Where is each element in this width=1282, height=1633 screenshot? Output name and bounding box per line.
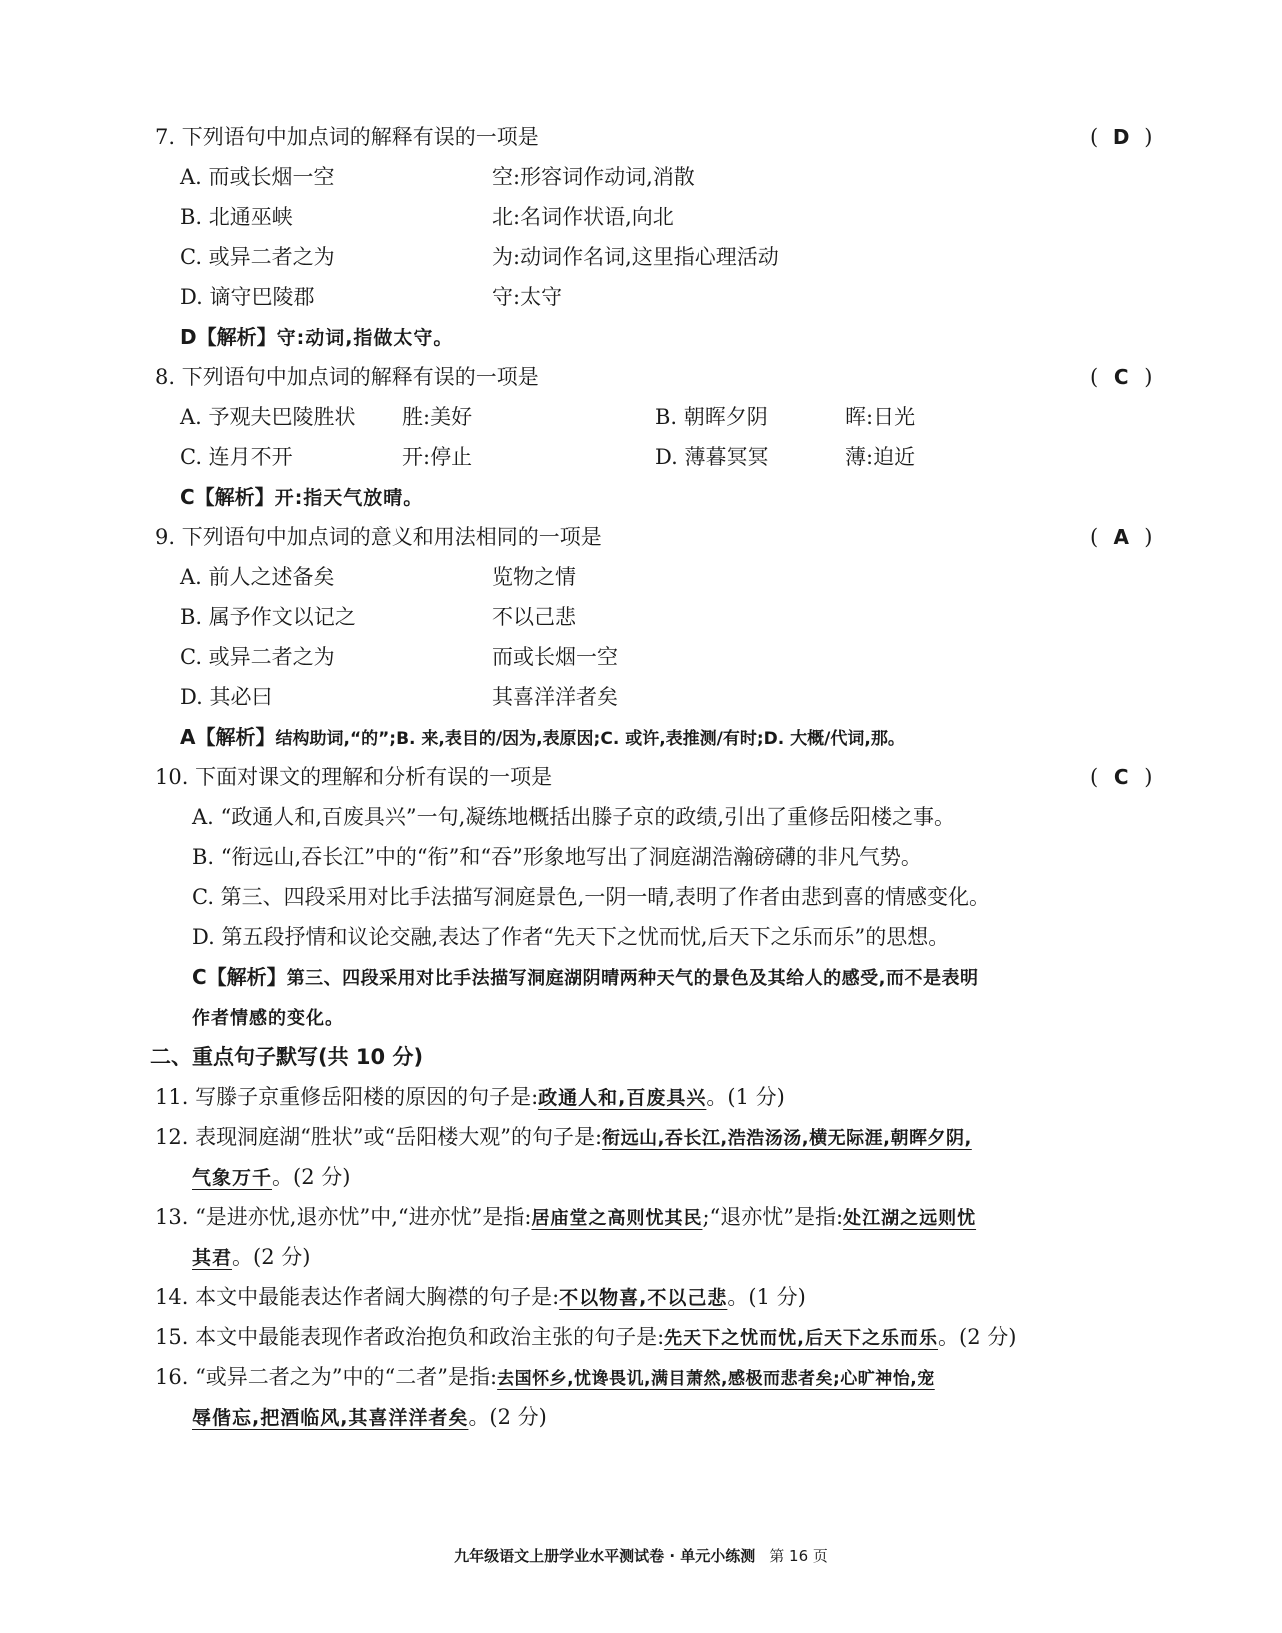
q13-cont: 其君。(2 分) [192, 1245, 311, 1269]
q7-answer: ( D ) [1090, 125, 1153, 149]
q13-answer-b2: 其君 [192, 1247, 233, 1269]
q9-option-a: A. 前人之述备矣 [180, 565, 335, 589]
q15-answer: 先天下之忧而忧,后天下之乐而乐 [664, 1328, 938, 1349]
q8-option-d: D. 薄暮冥冥 [655, 445, 769, 469]
q9-option-c: C. 或异二者之为 [180, 645, 335, 669]
q8-analysis: C【解析】开:指天气放晴。 [180, 485, 424, 509]
q9-answer: ( A ) [1090, 525, 1153, 549]
q14-answer: 不以物喜,不以己悲 [559, 1287, 728, 1309]
q12-cont: 气象万千。(2 分) [192, 1165, 351, 1189]
q7-option-b-note: 北:名词作状语,向北 [492, 205, 674, 229]
q7-option-c-note: 为:动词作名词,这里指心理活动 [492, 245, 779, 269]
q8-option-b: B. 朝晖夕阴 [655, 405, 768, 429]
q10-option-d: D. 第五段抒情和议论交融,表达了作者“先天下之忧而忧,后天下之乐而乐”的思想。 [192, 925, 950, 949]
q7-option-a: A. 而或长烟一空 [180, 165, 335, 189]
q7-option-b: B. 北通巫峡 [180, 205, 293, 229]
page-number: 第 16 页 [769, 1547, 828, 1565]
q9-option-b-note: 不以己悲 [492, 605, 576, 629]
q11-answer: 政通人和,百废具兴 [538, 1087, 707, 1109]
q9-analysis: A【解析】结构助词,“的”;B. 来,表目的/因为,表原因;C. 或许,表推测/有时;D. 大概/代词,那。 [180, 725, 905, 749]
q10-option-c: C. 第三、四段采用对比手法描写洞庭景色,一阴一晴,表明了作者由悲到喜的情感变化。 [192, 885, 991, 909]
q7-option-d: D. 谪守巴陵郡 [180, 285, 315, 309]
q8-option-b-note: 晖:日光 [845, 405, 916, 429]
q9-option-a-note: 览物之情 [492, 565, 576, 589]
q7-option-d-note: 守:太守 [492, 285, 563, 309]
q12-answer-2: 气象万千 [192, 1167, 273, 1189]
q10-analysis-cont: 作者情感的变化。 [192, 1008, 344, 1029]
q13: 13. “是进亦忧,退亦忧”中,“进亦忧”是指:居庙堂之高则忧其民;“退亦忧”是指:处江湖之远则忧 [155, 1205, 977, 1229]
q11: 11. 写滕子京重修岳阳楼的原因的句子是:政通人和,百废具兴。(1 分) [155, 1085, 785, 1109]
q16: 16. “或异二者之为”中的“二者”是指:去国怀乡,忧谗畏讥,满目萧然,感极而悲者矣;心旷神怡,宠 [155, 1365, 935, 1389]
q8-option-c-note: 开:停止 [402, 445, 473, 469]
q9-option-d-note: 其喜洋洋者矣 [492, 685, 618, 709]
q8-option-a: A. 予观夫巴陵胜状 [180, 405, 356, 429]
footer-title: 九年级语文上册学业水平测试卷 · 单元小练测 [454, 1547, 756, 1565]
q16-answer-2: 辱偕忘,把酒临风,其喜洋洋者矣 [192, 1407, 469, 1429]
q7-stem: 7. 下列语句中加点词的解释有误的一项是 [155, 125, 539, 149]
q16-cont: 辱偕忘,把酒临风,其喜洋洋者矣。(2 分) [192, 1405, 547, 1429]
q9-stem: 9. 下列语句中加点词的意义和用法相同的一项是 [155, 525, 602, 549]
q8-option-d-note: 薄:迫近 [845, 445, 916, 469]
q9-option-b: B. 属予作文以记之 [180, 605, 356, 629]
q14: 14. 本文中最能表达作者阔大胸襟的句子是:不以物喜,不以己悲。(1 分) [155, 1285, 806, 1309]
q10-stem: 10. 下面对课文的理解和分析有误的一项是 [155, 765, 553, 789]
q10-analysis: C【解析】第三、四段采用对比手法描写洞庭湖阴晴两种天气的景色及其给人的感受,而不是表明 [192, 965, 979, 989]
section-2-title: 二、重点句子默写(共 10 分) [150, 1045, 424, 1069]
q10-option-b: B. “衔远山,吞长江”中的“衔”和“吞”形象地写出了洞庭湖浩瀚磅礴的非凡气势。 [192, 845, 922, 869]
q7-option-c: C. 或异二者之为 [180, 245, 335, 269]
page-footer [0, 1545, 1282, 1566]
q12-answer-1: 衔远山,吞长江,浩浩汤汤,横无际涯,朝晖夕阴, [602, 1128, 972, 1149]
q10-option-a: A. “政通人和,百废具兴”一句,凝练地概括出滕子京的政绩,引出了重修岳阳楼之事。 [192, 805, 956, 829]
q16-answer-1: 去国怀乡,忧谗畏讥,满目萧然,感极而悲者矣;心旷神怡,宠 [497, 1369, 935, 1389]
q15: 15. 本文中最能表现作者政治抱负和政治主张的句子是:先天下之忧而忧,后天下之乐而乐。(2 分) [155, 1325, 1017, 1349]
q8-answer: ( C ) [1090, 365, 1153, 389]
q7-option-a-note: 空:形容词作动词,消散 [492, 165, 695, 189]
q9-option-c-note: 而或长烟一空 [492, 645, 618, 669]
q8-stem: 8. 下列语句中加点词的解释有误的一项是 [155, 365, 539, 389]
q13-answer-b1: 处江湖之远则忧 [843, 1208, 977, 1229]
q7-analysis: D【解析】守:动词,指做太守。 [180, 325, 454, 349]
q10-answer: ( C ) [1090, 765, 1153, 789]
q9-option-d: D. 其必曰 [180, 685, 273, 709]
q12: 12. 表现洞庭湖“胜状”或“岳阳楼大观”的句子是:衔远山,吞长江,浩浩汤汤,横无际涯,朝晖夕阴, [155, 1125, 972, 1149]
q8-option-c: C. 连月不开 [180, 445, 293, 469]
q8-option-a-note: 胜:美好 [402, 405, 473, 429]
q13-answer-a: 居庙堂之高则忧其民 [531, 1208, 703, 1229]
